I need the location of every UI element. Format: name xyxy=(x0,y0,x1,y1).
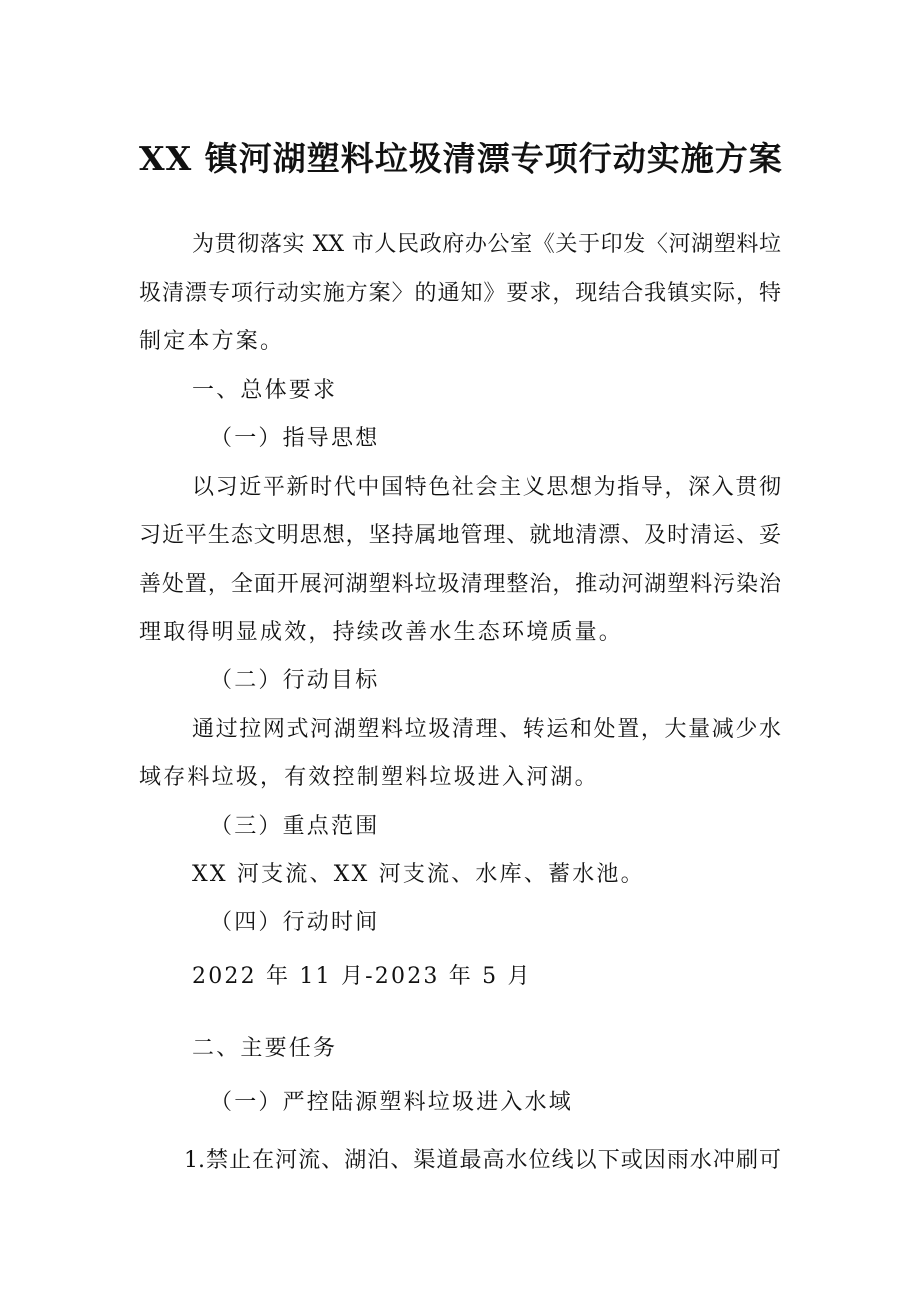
section-1-sub-4-heading: （四）行动时间 xyxy=(210,910,380,935)
section-1-sub-1-heading: （一）指导思想 xyxy=(210,426,380,451)
period-text: 2022 年 11 月-2023 年 5 月 xyxy=(192,964,532,989)
intro-line-3: 制定本方案。 xyxy=(139,329,285,354)
document-title: XX 镇河湖塑料垃圾清漂专项行动实施方案 xyxy=(139,139,783,178)
intro-line-1: 为贯彻落实 XX 市人民政府办公室《关于印发〈河湖塑料垃 xyxy=(192,232,781,257)
scope-text: XX 河支流、XX 河支流、水库、蓄水池。 xyxy=(192,862,645,887)
guiding-line-1: 以习近平新时代中国特色社会主义思想为指导，深入贯彻 xyxy=(192,475,781,500)
section-1-sub-2-heading: （二）行动目标 xyxy=(210,668,380,693)
goal-line-1: 通过拉网式河湖塑料垃圾清理、转运和处置，大量减少水 xyxy=(192,717,781,742)
section-2-sub-1-heading: （一）严控陆源塑料垃圾进入水域 xyxy=(210,1090,574,1115)
intro-line-2: 圾清漂专项行动实施方案〉的通知》要求，现结合我镇实际，特 xyxy=(139,281,781,306)
section-2-heading: 二、主要任务 xyxy=(192,1036,338,1061)
task-line-1: 1.禁止在河流、湖泊、渠道最高水位线以下或因雨水冲刷可 xyxy=(184,1148,781,1173)
goal-line-2: 域存料垃圾，有效控制塑料垃圾进入河湖。 xyxy=(139,765,599,790)
guiding-line-2: 习近平生态文明思想，坚持属地管理、就地清漂、及时清运、妥 xyxy=(139,523,781,548)
guiding-line-4: 理取得明显成效，持续改善水生态环境质量。 xyxy=(139,620,624,645)
guiding-line-3: 善处置，全面开展河湖塑料垃圾清理整治，推动河湖塑料污染治 xyxy=(139,572,781,597)
section-1-sub-3-heading: （三）重点范围 xyxy=(210,814,380,839)
section-1-heading: 一、总体要求 xyxy=(192,378,338,403)
